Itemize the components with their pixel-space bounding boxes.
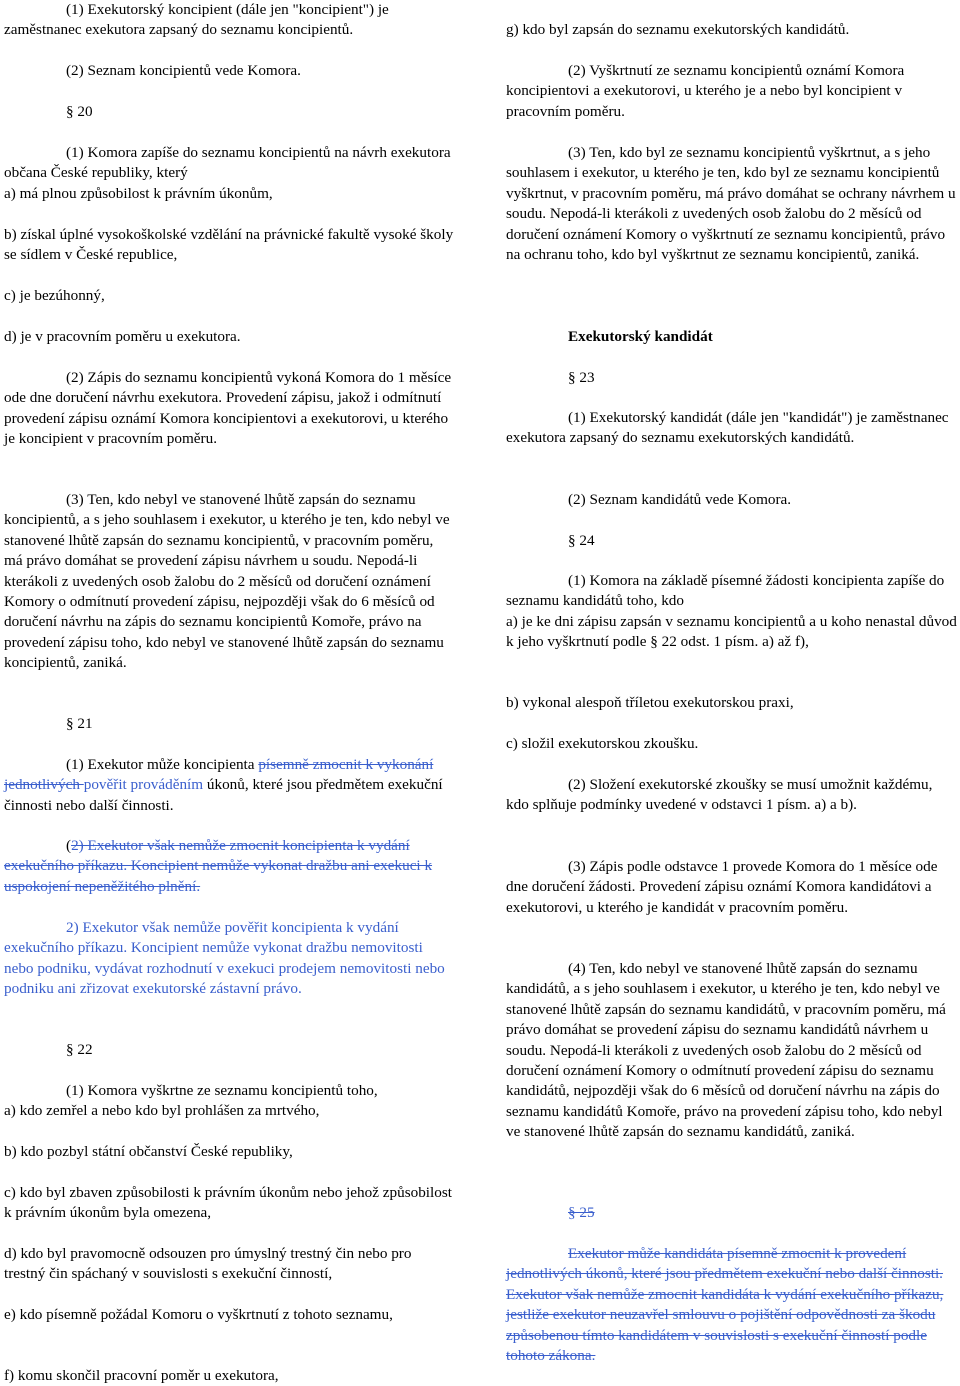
- section-heading-21: § 21: [66, 715, 93, 732]
- section-heading-20: § 20: [66, 103, 93, 120]
- section-title: Exekutorský kandidát: [568, 328, 713, 345]
- paragraph: (1) Komora zapíše do seznamu koncipientů na návrh exekutora občana České republiky, který: [4, 144, 451, 182]
- paragraph: (2) Seznam koncipientů vede Komora.: [66, 62, 301, 79]
- deleted-text: písemně zmocnit k vykonání jednotlivých: [4, 756, 434, 794]
- list-item: c) je bezúhonný,: [4, 287, 105, 304]
- paragraph: (1) Exekutorský kandidát (dále jen "kandidát") je zaměstnanec exekutora zapsaný do seznamu exekutorských kandidátů.: [506, 409, 949, 447]
- list-item: b) kdo pozbyl státní občanství České republiky,: [4, 1143, 293, 1160]
- section-heading-23: § 23: [568, 369, 595, 386]
- text: úkonů, které jsou předmětem exekuční činnosti nebo další činnosti.: [4, 776, 443, 814]
- list-item: a) je ke dni zápisu zapsán v seznamu koncipientů a u koho nenastal důvod k jeho vyškrtnutí podle § 22 odst. 1 písm. a) až f),: [506, 613, 957, 651]
- paragraph: (3) Ten, kdo byl ze seznamu koncipientů vyškrtnut, a s jeho souhlasem i exekutor, u kterého je ten, kdo byl ze seznamu koncipientů vyškrtnut, v pracovním poměru, má právo domáhat se ochrany návrhem u soudu. Nepodá-li kterákoli z uvedených osob žalobu do 2 měsíců od doručení oznámení Komory o vyškrtnutí ze seznamu koncipientů, právo na ochranu toho, kdo byl vyškrtnut ze seznamu koncipientů, zaniká.: [506, 144, 956, 264]
- paragraph: (1) Komora na základě písemné žádosti koncipienta zapíše do seznamu kandidátů toho, kdo: [506, 572, 945, 610]
- deleted-text: 2) Exekutor však nemůže zmocnit koncipienta k vydání exekučního příkazu. Koncipient nemůže vykonat dražbu ani exekuci k uspokojení nepeněžitého plnění.: [4, 837, 433, 895]
- section-heading-24: § 24: [568, 532, 595, 549]
- section-heading-25-deleted: § 25: [568, 1204, 595, 1221]
- paragraph-deleted: Exekutor může kandidáta písemně zmocnit k provedení jednotlivých úkonů, které jsou předmětem exekuční nebo další činnosti. Exekutor však nemůže zmocnit kandidáta k vydání exekučního příkazu, jestliže exekutor neuzavřel smlouvu o pojištění odpovědnosti za škodu způsobenou tímto kandidátem v souvislosti s exekuční činností podle tohoto zákona.: [506, 1245, 944, 1365]
- list-item: a) má plnou způsobilost k právním úkonům,: [4, 185, 273, 202]
- paragraph: (2) Vyškrtnutí ze seznamu koncipientů oznámí Komora koncipientovi a exekutorovi, u kterého je a nebo byl koncipient v pracovním poměru.: [506, 62, 905, 120]
- list-item: d) je v pracovním poměru u exekutora.: [4, 328, 241, 345]
- list-item: d) kdo byl pravomocně odsouzen pro úmyslný trestný čin nebo pro trestný čin spáchaný v souvislosti s exekuční činností,: [4, 1245, 412, 1283]
- paragraph: (1) Exekutorský koncipient (dále jen "koncipient") je zaměstnanec exekutora zapsaný do seznamu koncipientů.: [4, 1, 389, 39]
- inserted-text: pověřit prováděním: [83, 776, 204, 794]
- paragraph: (2) Seznam kandidátů vede Komora.: [568, 491, 792, 508]
- paragraph: (3) Zápis podle odstavce 1 provede Komora do 1 měsíce ode dne doručení žádosti. Provedení zápisu oznámí Komora kandidátovi a exekutorovi, u kterého je kandidát v pracovním poměru.: [506, 858, 938, 916]
- section-heading-22: § 22: [66, 1041, 93, 1058]
- paragraph: (1) Komora vyškrtne ze seznamu koncipientů toho,: [66, 1082, 378, 1099]
- text: (: [66, 837, 72, 854]
- paragraph: (2) Složení exekutorské zkoušky se musí umožnit každému, kdo splňuje podmínky uvedené v odstavci 1 písm. a) a b).: [506, 776, 933, 814]
- paragraph: (2) Zápis do seznamu koncipientů vykoná Komora do 1 měsíce ode dne doručení návrhu exekutora. Provedení zápisu, jakož i odmítnutí provedení zápisu oznámí Komora koncipientovi a exekutorovi, u kterého je koncipient v pracovním poměru.: [4, 369, 452, 448]
- list-item: b) získal úplné vysokoškolské vzdělání na právnické fakultě vysoké školy se sídlem v České republice,: [4, 226, 454, 264]
- list-item: b) vykonal alespoň tříletou exekutorskou praxi,: [506, 694, 794, 711]
- paragraph-amended: [4, 755, 454, 816]
- list-item: a) kdo zemřel a nebo kdo byl prohlášen za mrtvého,: [4, 1102, 320, 1119]
- list-item: g) kdo byl zapsán do seznamu exekutorských kandidátů.: [506, 21, 850, 38]
- list-item: c) složil exekutorskou zkoušku.: [506, 735, 699, 752]
- paragraph-deleted: [4, 836, 454, 897]
- list-item: e) kdo písemně požádal Komoru o vyškrtnutí z tohoto seznamu,: [4, 1306, 393, 1323]
- list-item: f) komu skončil pracovní poměr u exekutora,: [4, 1367, 279, 1384]
- list-item: c) kdo byl zbaven způsobilosti k právním úkonům nebo jehož způsobilost k právním úkonům byla omezena,: [4, 1184, 452, 1222]
- paragraph-inserted: 2) Exekutor však nemůže pověřit koncipienta k vydání exekučního příkazu. Koncipient nemůže vykonat dražbu nemovitosti nebo podniku, vydávat rozhodnutí v exekuci prodejem nemovitosti nebo podniku ani zřizovat exekutorské zástavní právo.: [4, 919, 445, 998]
- paragraph: (4) Ten, kdo nebyl ve stanovené lhůtě zapsán do seznamu kandidátů, a s jeho souhlasem i exekutor, u kterého je ten, kdo nebyl ve stanovené lhůtě zapsán do seznamu kandidátů, v pracovním poměru, má právo domáhat se provedení zápisu do seznamu kandidátů návrhem u soudu. Nepodá-li kterákoli z uvedených osob žalobu do 2 měsíců od doručení oznámení Komory o odmítnutí provedení zápisu do seznamu kandidátů, nejpozději však do 6 měsíců od doručení návrhu na zápis do seznamu kandidátů Komoře, právo na provedení zápisu toho, kdo nebyl ve stanovené lhůtě zapsán do seznamu kandidátů, zaniká.: [506, 960, 946, 1141]
- paragraph: (3) Ten, kdo nebyl ve stanovené lhůtě zapsán do seznamu koncipientů, a s jeho souhlasem i exekutor, u kterého je ten, kdo nebyl ve stanovené lhůtě zapsán do seznamu koncipientů, v pracovním poměru, má právo domáhat se provedení zápisu návrhem u soudu. Nepodá-li kterákoli z uvedených osob žalobu do 2 měsíců od doručení oznámení Komory o odmítnutí provedení zápisu, nejpozději však do 6 měsíců od doručení návrhu na zápis do seznamu koncipientů Komoře, právo na provedení zápisu toho, kdo nebyl ve stanovené lhůtě zapsán do seznamu koncipientů, zaniká.: [4, 491, 450, 672]
- text: (1) Exekutor může koncipienta: [66, 756, 259, 773]
